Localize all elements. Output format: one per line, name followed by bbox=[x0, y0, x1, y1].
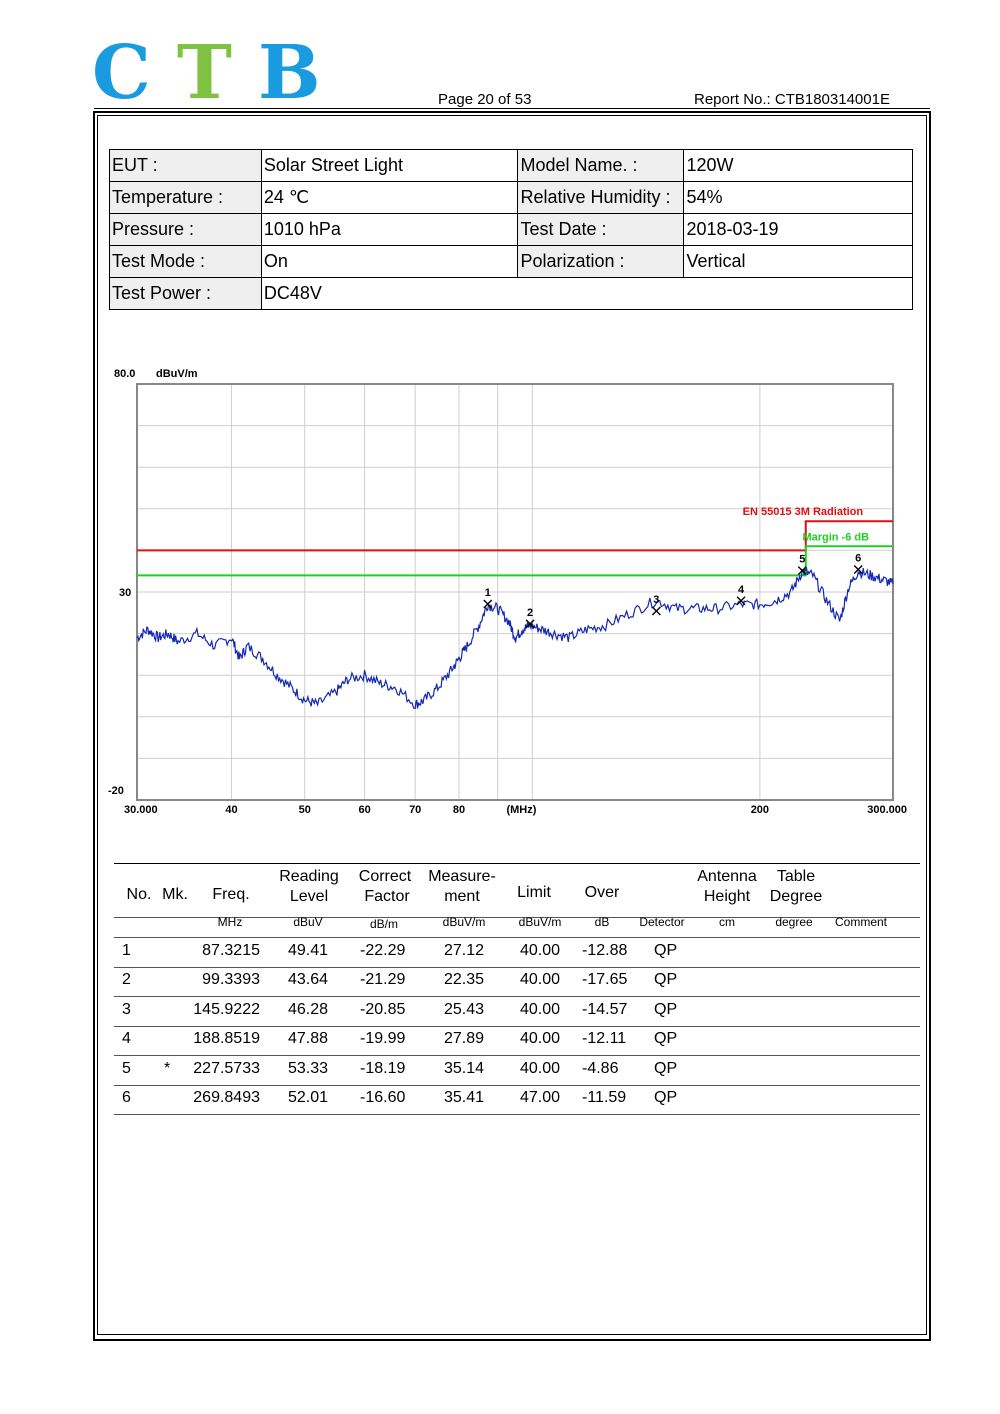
table-cell: 22.35 bbox=[444, 971, 485, 989]
y-mid-label: 30 bbox=[119, 587, 132, 599]
info-label: Relative Humidity : bbox=[518, 182, 684, 214]
limit-line-label: EN 55015 3M Radiation bbox=[742, 506, 864, 519]
table-cell: QP bbox=[654, 1000, 678, 1018]
unit-detector: Detector bbox=[639, 915, 685, 929]
info-row bbox=[110, 246, 913, 278]
info-label: Pressure : bbox=[110, 214, 262, 246]
info-value: 24 ℃ bbox=[261, 182, 518, 214]
col-header-reading-2: Level bbox=[289, 888, 329, 905]
table-cell: QP bbox=[654, 1089, 678, 1106]
info-row bbox=[110, 278, 913, 310]
table-cell: 40.00 bbox=[520, 1000, 561, 1018]
info-value: 120W bbox=[684, 150, 913, 182]
col-header-table-2: Degree bbox=[769, 888, 823, 905]
x-tick-label: 200 bbox=[750, 804, 770, 816]
col-header-no: No. bbox=[126, 886, 152, 903]
table-row bbox=[114, 1085, 920, 1115]
x-tick-label: (MHz) bbox=[506, 804, 537, 816]
x-tick-label: 30.000 bbox=[124, 804, 158, 816]
table-cell: 40.00 bbox=[520, 1059, 561, 1077]
col-header-measure-2: ment bbox=[444, 888, 480, 905]
col-header-freq: Freq. bbox=[212, 886, 250, 903]
info-row bbox=[110, 214, 913, 246]
info-label: Test Power : bbox=[110, 278, 262, 310]
header-rule bbox=[94, 108, 930, 109]
test-conditions-table bbox=[109, 149, 913, 310]
info-value: 54% bbox=[684, 182, 913, 214]
table-cell: 99.3393 bbox=[202, 971, 260, 989]
unit-over: dB bbox=[594, 915, 610, 929]
info-value: 1010 hPa bbox=[261, 214, 518, 246]
measured-trace bbox=[137, 568, 893, 708]
table-cell: -21.29 bbox=[360, 971, 406, 989]
margin-line-label: Margin -6 dB bbox=[802, 531, 870, 544]
table-cell: 35.14 bbox=[444, 1059, 485, 1077]
table-cell: 4 bbox=[122, 1030, 131, 1048]
peak-marker-label: 5 bbox=[799, 553, 806, 566]
col-header-over: Over bbox=[584, 884, 620, 901]
info-value: Solar Street Light bbox=[261, 150, 518, 182]
x-tick-label: 80 bbox=[452, 804, 466, 816]
table-cell: 6 bbox=[122, 1089, 131, 1106]
col-header-correct-2: Factor bbox=[364, 888, 410, 905]
table-cell: -20.85 bbox=[360, 1000, 406, 1018]
table-cell: QP bbox=[654, 971, 678, 989]
peak-marker-label: 4 bbox=[737, 583, 745, 596]
emission-chart bbox=[100, 360, 920, 820]
logo-letter-b: B bbox=[257, 30, 321, 116]
table-cell: 25.43 bbox=[444, 1000, 485, 1018]
y-bottom-label: -20 bbox=[108, 785, 124, 797]
table-cell: 47.88 bbox=[288, 1030, 329, 1048]
table-cell: -19.99 bbox=[360, 1030, 406, 1048]
table-row bbox=[114, 1026, 920, 1056]
report-number: Report No.: CTB180314001E bbox=[694, 91, 890, 108]
info-label: Polarization : bbox=[518, 246, 684, 278]
info-row bbox=[110, 150, 913, 182]
unit-limit: dBuV/m bbox=[518, 915, 562, 929]
unit-freq: MHz bbox=[217, 915, 243, 929]
peak-marker-label: 2 bbox=[527, 606, 534, 619]
peak-marker-label: 6 bbox=[855, 552, 862, 565]
table-cell: -12.11 bbox=[582, 1030, 627, 1048]
table-cell: -12.88 bbox=[582, 942, 628, 959]
table-cell: 52.01 bbox=[288, 1089, 329, 1106]
x-tick-label: 70 bbox=[409, 804, 422, 816]
table-row bbox=[114, 938, 920, 968]
info-label: Test Date : bbox=[518, 214, 684, 246]
y-top-label: 80.0 bbox=[114, 368, 136, 380]
peak-marker bbox=[652, 607, 660, 615]
table-cell: 227.5733 bbox=[193, 1059, 260, 1077]
unit-degree: degree bbox=[775, 915, 813, 929]
table-cell: 43.64 bbox=[288, 971, 329, 989]
unit-measure: dBuV/m bbox=[442, 915, 486, 929]
table-cell: 3 bbox=[122, 1000, 131, 1018]
ctb-logo bbox=[92, 30, 321, 116]
table-cell: 46.28 bbox=[288, 1000, 329, 1018]
peak-marker-label: 3 bbox=[653, 594, 660, 607]
table-cell: 27.89 bbox=[444, 1030, 485, 1048]
table-cell: -16.60 bbox=[360, 1089, 406, 1106]
table-row bbox=[114, 997, 920, 1027]
unit-reading: dBuV bbox=[293, 915, 323, 929]
table-cell: 40.00 bbox=[520, 1030, 561, 1048]
unit-height: cm bbox=[719, 915, 735, 929]
col-header-limit: Limit bbox=[517, 884, 551, 901]
table-cell: 269.8493 bbox=[193, 1089, 260, 1106]
table-cell: 49.41 bbox=[288, 942, 329, 959]
table-cell: -18.19 bbox=[360, 1059, 406, 1077]
table-cell: -17.65 bbox=[582, 971, 628, 989]
unit-comment: Comment bbox=[834, 915, 887, 929]
page-number: Page 20 of 53 bbox=[438, 91, 532, 108]
table-row bbox=[114, 967, 920, 997]
table-cell: 188.8519 bbox=[193, 1030, 260, 1048]
table-cell: 53.33 bbox=[288, 1059, 329, 1077]
table-cell: -14.57 bbox=[582, 1000, 628, 1018]
info-value: 2018-03-19 bbox=[684, 214, 913, 246]
table-cell: * bbox=[164, 1059, 171, 1077]
table-cell: 35.41 bbox=[444, 1089, 485, 1106]
table-cell: -11.59 bbox=[582, 1089, 627, 1106]
col-header-antenna: Antenna bbox=[697, 868, 757, 885]
col-header-table: Table bbox=[776, 868, 816, 885]
table-cell: 40.00 bbox=[520, 971, 561, 989]
info-value: DC48V bbox=[261, 278, 912, 310]
y-axis-unit: dBuV/m bbox=[156, 368, 198, 380]
info-value: Vertical bbox=[684, 246, 913, 278]
info-value: On bbox=[261, 246, 518, 278]
col-header-measure: Measure- bbox=[428, 868, 496, 885]
info-label: EUT : bbox=[110, 150, 262, 182]
table-cell: 47.00 bbox=[520, 1089, 561, 1106]
info-label: Model Name. : bbox=[518, 150, 684, 182]
logo-letter-c: C bbox=[92, 30, 151, 116]
table-cell: 145.9222 bbox=[193, 1000, 260, 1018]
table-cell: 40.00 bbox=[520, 942, 561, 959]
table-cell: -4.86 bbox=[582, 1059, 619, 1077]
x-tick-label: 60 bbox=[358, 804, 371, 816]
x-tick-label: 300.000 bbox=[867, 804, 907, 816]
info-label: Temperature : bbox=[110, 182, 262, 214]
peak-marker-label: 1 bbox=[484, 586, 491, 599]
limit-line bbox=[137, 521, 893, 550]
table-top-rule bbox=[114, 863, 920, 864]
col-header-reading: Reading bbox=[279, 868, 339, 885]
col-header-antenna-2: Height bbox=[703, 888, 751, 905]
col-header-mk: Mk. bbox=[162, 886, 188, 903]
table-cell: -22.29 bbox=[360, 942, 406, 959]
table-cell: 2 bbox=[122, 971, 131, 989]
table-cell: 1 bbox=[122, 942, 131, 959]
x-tick-label: 50 bbox=[298, 804, 311, 816]
col-header-correct: Correct bbox=[358, 868, 412, 885]
table-cell: QP bbox=[654, 1059, 678, 1077]
table-cell: QP bbox=[654, 942, 678, 959]
table-cell: QP bbox=[654, 1030, 678, 1048]
x-tick-label: 40 bbox=[225, 804, 238, 816]
unit-factor: dB/m bbox=[369, 917, 398, 931]
table-cell: 27.12 bbox=[444, 942, 485, 959]
table-row bbox=[114, 1056, 920, 1086]
info-row bbox=[110, 182, 913, 214]
table-cell: 87.3215 bbox=[202, 942, 260, 959]
info-label: Test Mode : bbox=[110, 246, 262, 278]
logo-letter-t: T bbox=[176, 30, 232, 116]
table-cell: 5 bbox=[122, 1059, 131, 1077]
